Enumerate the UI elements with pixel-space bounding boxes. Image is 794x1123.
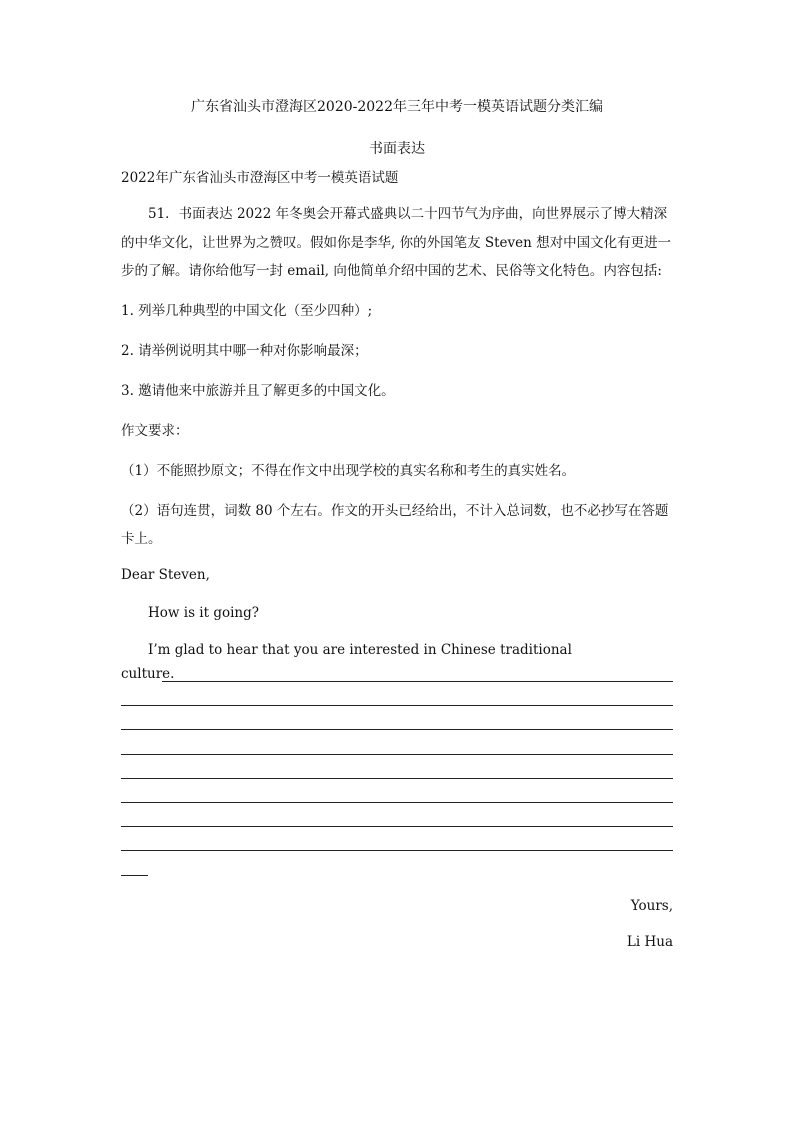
letter-opening-line-3: culture.	[121, 666, 175, 682]
letter-opening-line-1: How is it going?	[148, 605, 259, 621]
letter-signature: Li Hua	[626, 934, 673, 950]
letter-greeting: Dear Steven,	[121, 567, 210, 583]
answer-line-end[interactable]	[121, 875, 148, 876]
answer-line[interactable]	[121, 850, 673, 851]
answer-line[interactable]	[162, 681, 673, 682]
answer-line[interactable]	[121, 778, 673, 779]
question-line-1: 51．书面表达 2022 年冬奥会开幕式盛典以二十四节气为序曲，向世界展示了博大精深	[148, 206, 668, 222]
answer-line[interactable]	[121, 705, 673, 706]
question-line-2: 的中华文化，让世界为之赞叹。假如你是李华, 你的外国笔友 Steven 想对中国文化有更进一	[121, 235, 672, 251]
exam-source: 2022年广东省汕头市澄海区中考一模英语试题	[121, 170, 399, 186]
question-line-3: 步的了解。请你给他写一封 email, 向他简单介绍中国的艺术、民俗等文化特色。内容包括:	[121, 263, 662, 279]
answer-line[interactable]	[121, 754, 673, 755]
content-point-2: 2. 请举例说明其中哪一种对你影响最深；	[121, 343, 368, 359]
requirement-2: （2）语句连贯，词数 80 个左右。作文的开头已经给出，不计入总词数，也不必抄写在答题	[121, 503, 669, 519]
section-heading: 书面表达	[369, 141, 425, 157]
content-point-3: 3. 邀请他来中旅游并且了解更多的中国文化。	[121, 383, 395, 399]
requirement-2-continued: 卡上。	[121, 531, 162, 547]
document-title: 广东省汕头市澄海区2020-2022年三年中考一模英语试题分类汇编	[191, 99, 603, 115]
letter-opening-line-2: I’m glad to hear that you are interested in Chinese traditional	[148, 642, 572, 658]
content-point-1: 1. 列举几种典型的中国文化（至少四种）;	[121, 303, 373, 319]
requirement-1: （1）不能照抄原文；不得在作文中出现学校的真实名称和考生的真实姓名。	[121, 463, 576, 479]
requirements-heading: 作文要求：	[121, 423, 189, 439]
answer-line[interactable]	[121, 826, 673, 827]
letter-closing: Yours,	[630, 898, 673, 914]
answer-line[interactable]	[121, 802, 673, 803]
answer-line[interactable]	[121, 729, 673, 730]
